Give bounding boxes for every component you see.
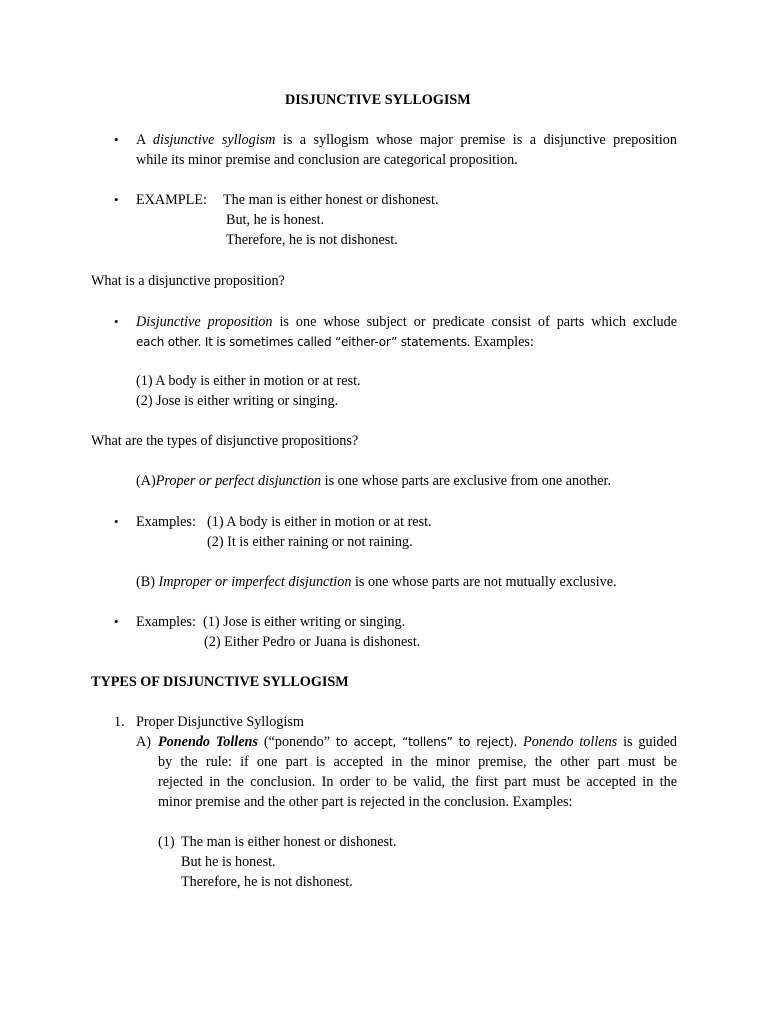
- improper-example-2: (2) Either Pedro or Juana is dishonest.: [204, 634, 421, 650]
- proposition-line-1: [136, 312, 677, 332]
- example-line-1: The man is either honest or dishonest.: [223, 192, 439, 208]
- proper-text: is one whose parts are exclusive from one another.: [324, 473, 612, 489]
- ponendo-tail: is guided: [623, 734, 678, 750]
- bullet-icon: •: [114, 192, 119, 207]
- ponendo-term-2: Ponendo tollens: [523, 734, 618, 750]
- definition-intro: A: [136, 132, 146, 148]
- improper-examples-label: Examples:: [136, 614, 196, 630]
- definition-line-1: [136, 130, 677, 150]
- section-heading: TYPES OF DISJUNCTIVE SYLLOGISM: [91, 674, 349, 690]
- example-line-3: Therefore, he is not dishonest.: [226, 232, 398, 248]
- ponendo-line-1: Ponendo Tollens (“ponendo” to accept, “tollens” to reject). Ponendo tollens is guided: [158, 734, 678, 750]
- question-heading: What are the types of disjunctive propositions?: [91, 433, 359, 449]
- proper-examples-label: Examples:: [136, 514, 196, 530]
- sub-item-label: A): [136, 734, 151, 750]
- definition-term: disjunctive syllogism: [152, 132, 276, 148]
- list-number: 1.: [114, 714, 125, 730]
- ponendo-example-line-1: The man is either honest or dishonest.: [181, 834, 397, 850]
- definition-line-2: while its minor premise and conclusion are categorical proposition.: [136, 152, 518, 168]
- question-heading: What is a disjunctive proposition?: [91, 273, 285, 289]
- proposition-line-2: [136, 332, 534, 352]
- proper-example-1: (1) A body is either in motion or at rest.: [207, 514, 432, 530]
- list-item-label: Proper Disjunctive Syllogism: [136, 714, 304, 730]
- document-title: DISJUNCTIVE SYLLOGISM: [285, 92, 471, 108]
- ponendo-example-line-2: But he is honest.: [181, 854, 276, 870]
- proposition-examples-label: Examples:: [473, 334, 534, 350]
- example-number: (1): [158, 834, 175, 850]
- proposition-example-2: (2) Jose is either writing or singing.: [136, 393, 339, 409]
- proposition-term: Disjunctive proposition: [136, 314, 273, 330]
- ponendo-term: Ponendo Tollens: [158, 734, 258, 750]
- bullet-icon: •: [114, 314, 119, 329]
- bullet-icon: •: [114, 514, 119, 529]
- example-line-2: But, he is honest.: [226, 212, 325, 228]
- ponendo-gloss: to accept, “tollens” to reject).: [335, 735, 518, 749]
- ponendo-line-4: minor premise and the other part is rejected in the conclusion. Examples:: [158, 794, 573, 810]
- proposition-text: is one whose subject or predicate consist of parts which exclude: [279, 314, 678, 330]
- bullet-icon: •: [114, 614, 119, 629]
- ponendo-line-3: rejected in the conclusion. In order to be valid, the first part must be accepted in the: [158, 774, 677, 790]
- improper-line: [136, 572, 617, 592]
- improper-example-1: (1) Jose is either writing or singing.: [203, 614, 406, 630]
- improper-text: is one whose parts are not mutually exclusive.: [354, 574, 617, 590]
- ponendo-line-2: by the rule: if one part is accepted in the minor premise, the other part must be: [158, 754, 677, 770]
- proper-term: Proper or perfect disjunction: [155, 473, 322, 489]
- example-label: EXAMPLE:: [136, 192, 207, 208]
- improper-label: (B): [136, 574, 155, 590]
- bullet-icon: •: [114, 132, 119, 147]
- proper-line: [136, 471, 611, 491]
- proposition-note: each other. It is sometimes called “either-or” statements.: [136, 335, 471, 349]
- definition-text: is a syllogism whose major premise is a disjunctive preposition: [282, 132, 677, 148]
- ponendo-example-line-3: Therefore, he is not dishonest.: [181, 874, 353, 890]
- proper-label: (A): [136, 473, 156, 489]
- improper-term: Improper or imperfect disjunction: [158, 574, 352, 590]
- proper-example-2: (2) It is either raining or not raining.: [207, 534, 413, 550]
- ponendo-open: (“ponendo: [263, 734, 324, 750]
- proposition-example-1: (1) A body is either in motion or at rest.: [136, 373, 361, 389]
